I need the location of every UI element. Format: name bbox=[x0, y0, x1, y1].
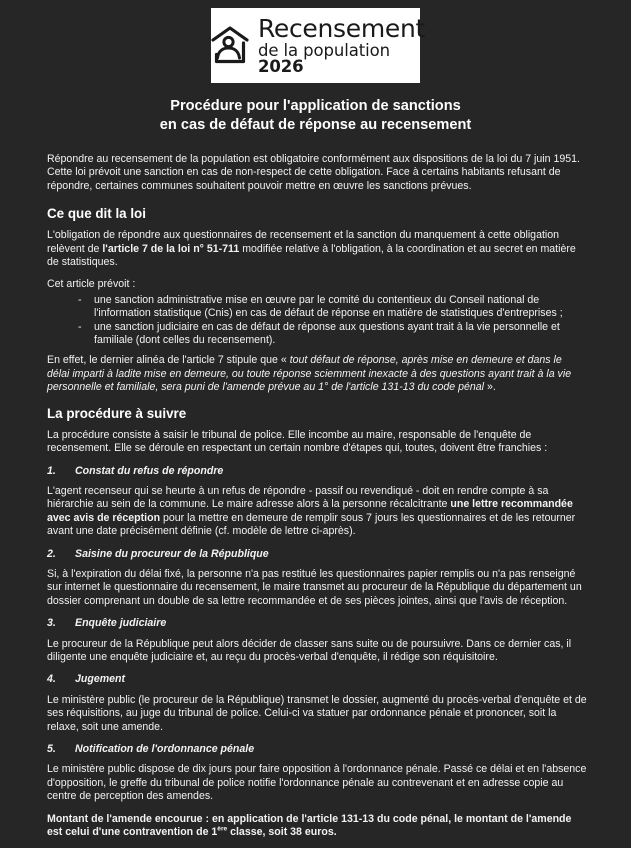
step-body-4: Le ministère public (le procureur de la République) transmet le dossier, augmenté du procès-verbal d'enquête et de ses réquisitions, au juge du tribunal de police. Celui-ci va statuer par ordonnance pénale et prononcer, soit la relaxe, soit une amende. bbox=[47, 693, 587, 733]
logo-title: Recensement bbox=[257, 13, 426, 43]
fine-amount-note bbox=[47, 813, 587, 840]
step-number-5: 5. bbox=[47, 743, 56, 755]
law-quote-text: tout défaut de réponse, après mise en demeure et dans le délai imparti à ladite mise en demeure, ou toute réponse sciemment inexacte à des questions ayant trait à la vie personnelle et familiale, sera puni de l'amende prévue au 1° de l'article 131-13 du code pénal bbox=[47, 354, 572, 394]
fine-note-superscript: ère bbox=[217, 825, 228, 833]
list-item-text: une sanction judiciaire en cas de défaut de réponse aux questions ayant trait à la vie personnelle et familiale (dont celles du recensement). bbox=[94, 320, 560, 347]
document-body bbox=[47, 153, 587, 848]
step-number-2: 2. bbox=[47, 547, 56, 560]
step-title-5: Notification de l'ordonnance pénale bbox=[75, 743, 255, 755]
logo-subtitle: de la population 2026 bbox=[257, 40, 390, 76]
page-title-line2: en cas de défaut de réponse au recensement bbox=[159, 117, 472, 133]
procedure-intro-paragraph: La procédure consiste à saisir le tribunal de police. Elle incombe au maire, responsable de l'enquête de recensement. Elle se déroule en respectant un certain nombre d'étapes qui, toutes, doivent être franchies : bbox=[47, 428, 548, 455]
law-paragraph-3 bbox=[47, 354, 587, 394]
law-bullet-list bbox=[47, 294, 587, 348]
list-item bbox=[47, 294, 587, 321]
fine-note-label: Montant de l'amende encourue bbox=[47, 812, 203, 825]
step-heading-3 bbox=[47, 617, 587, 630]
page-title bbox=[0, 97, 631, 135]
step-number-1: 1. bbox=[47, 464, 56, 477]
step-title-4: Jugement bbox=[75, 673, 126, 686]
list-item-text: une sanction administrative mise en œuvre par le comité du contentieux du Conseil national de l'information statistique (Cnis) en cas de défaut de réponse en matière de statistiques d'entreprises ; bbox=[94, 293, 563, 320]
list-item bbox=[47, 321, 587, 348]
step-body-5: Le ministère public dispose de dix jours pour faire opposition à l'ordonnance pénale. Passé ce délai et en l'absence d'opposition, le greffe du tribunal de police notifie l'ordonnance pénale au contrevenant et en adresse copie au centre de perception des amendes. bbox=[47, 763, 587, 803]
step-heading-2 bbox=[47, 548, 587, 561]
step-number-3: 3. bbox=[47, 617, 56, 630]
step1-before: L'agent recenseur qui se heurte à un refus de répondre - passif ou revendiqué - doit en rendre compte à sa hiérarchie au sein de la commune. Le maire adresse alors à la personne récalcitrante bbox=[47, 484, 549, 511]
step-body-1 bbox=[47, 485, 587, 539]
law-p3-after: ». bbox=[484, 381, 496, 394]
page-title-line1: Procédure pour l'application de sanctions bbox=[170, 98, 461, 114]
section-heading-law: Ce que dit la loi bbox=[47, 206, 146, 222]
intro-paragraph: Répondre au recensement de la population est obligatoire conformément aux dispositions de la loi du 7 juin 1951. Cette loi prévoit une sanction en cas de non-respect de cette obligation. Face à certains habitants refusant de répondre, certaines communes souhaitent pouvoir mettre en œuvre les sanctions prévues. bbox=[47, 153, 580, 192]
dash-bullet-icon: - bbox=[78, 320, 82, 333]
step-title-2: Saisine du procureur de la République bbox=[75, 547, 269, 560]
section-heading-procedure: La procédure à suivre bbox=[47, 405, 187, 421]
step-title-1: Constat du refus de répondre bbox=[75, 464, 224, 477]
step-body-2: Si, à l'expiration du délai fixé, la personne n'a pas restitué les questionnaires papier remplis ou n'a pas renseigné sur internet le questionnaire du recensement, le maire transmet au procureur de la République du département un dossier comprenant un double de sa lettre recommandée et de ses pièces jointes, ainsi que l'avis de réception. bbox=[47, 567, 582, 607]
house-person-icon bbox=[210, 25, 250, 67]
step1-after: pour la mettre en demeure de remplir sous 7 jours les questionnaires et de les retourner avant une date précisément définie (cf. modèle de lettre ci-après). bbox=[47, 511, 576, 538]
law-paragraph-2: Cet article prévoit : bbox=[47, 278, 136, 291]
law-p1-before: L'obligation de répondre aux questionnaires de recensement et la sanction du manquement à cette obligation relèvent de bbox=[47, 229, 560, 255]
recensement-logo bbox=[211, 8, 426, 83]
fine-note-text: : en application de l'article 131-13 du code pénal, le montant de l'amende est celui d'une contravention de 1 bbox=[47, 812, 572, 839]
step-heading-5 bbox=[47, 743, 587, 756]
step-title-3: Enquête judiciaire bbox=[75, 617, 167, 630]
law-p1-after: modifiée relative à l'obligation, à la coordination et au secret en matière de statistiques. bbox=[47, 242, 576, 269]
step-heading-4 bbox=[47, 673, 587, 686]
law-article-reference: l'article 7 de la loi n° 51-711 bbox=[102, 242, 240, 255]
step1-bold: une lettre recommandée avec avis de réception bbox=[47, 498, 573, 524]
dash-bullet-icon: - bbox=[78, 293, 82, 306]
step-number-4: 4. bbox=[47, 673, 56, 686]
law-paragraph-1 bbox=[47, 229, 587, 269]
fine-note-tail: classe, soit 38 euros. bbox=[227, 826, 337, 839]
law-p3-before: En effet, le dernier alinéa de l'article 7 stipule que « bbox=[47, 354, 290, 367]
step-body-3: Le procureur de la République peut alors décider de classer sans suite ou de poursuivre. Dans ce dernier cas, il diligente une enquête judiciaire et, au reçu du procès-verbal d'enquête, il rédige son réquisitoire. bbox=[47, 637, 572, 663]
step-heading-1 bbox=[47, 465, 587, 478]
logo-year: 2026 bbox=[257, 57, 304, 76]
